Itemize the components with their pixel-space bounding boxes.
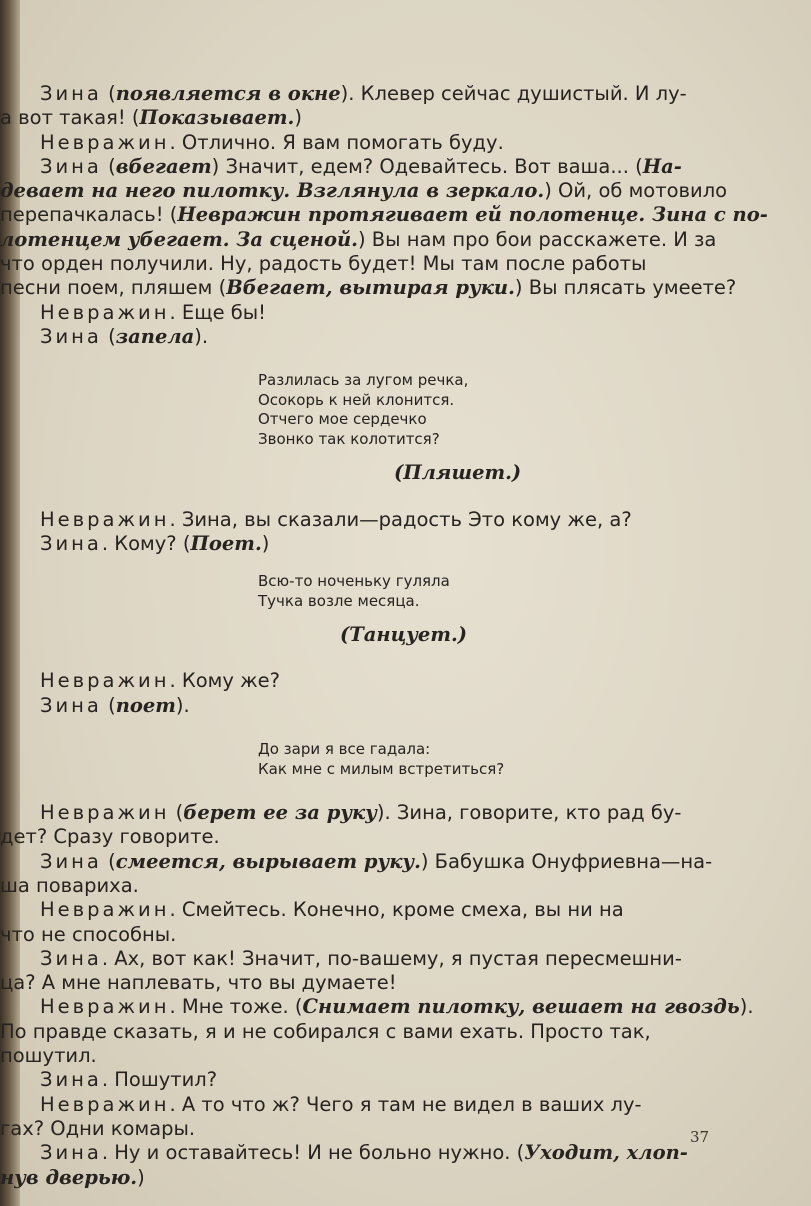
text-line: Невражин. Смейтесь. Конечно, кроме смеха, вы ни на xyxy=(40,898,624,922)
speaker: Невражин xyxy=(40,130,170,154)
text-line: Невражин (берет ее за руку). Зина, говорите, кто рад бу- xyxy=(40,801,682,825)
speaker: Невражин xyxy=(40,300,170,324)
text-line: дет? Сразу говорите. xyxy=(0,825,220,849)
text-line: Невражин. Кому же? xyxy=(40,669,281,693)
stage-direction: смеется, вырывает руку. xyxy=(115,849,421,873)
speaker: Зина xyxy=(40,324,102,348)
page-number: 37 xyxy=(690,1128,710,1146)
stage-direction: поет xyxy=(115,693,176,717)
speaker: Зина xyxy=(40,1141,102,1165)
stage-direction: На- xyxy=(642,154,682,178)
text-line: гах? Одни комары. xyxy=(0,1116,196,1140)
text-line: Невражин. А то что ж? Чего я там не видел в ваших лу- xyxy=(40,1092,642,1116)
speaker: Невражин xyxy=(40,801,170,825)
stage-direction: берет ее за руку xyxy=(183,801,377,825)
stage-direction: Снимает пилотку, вешает на гвоздь xyxy=(302,995,740,1019)
speaker: Зина xyxy=(40,1068,102,1092)
verse-line: Разлилась за лугом речка, xyxy=(258,371,469,390)
text-line: ца? А мне наплевать, что вы думаете! xyxy=(0,971,397,995)
speaker: Невражин xyxy=(40,669,170,693)
page-text xyxy=(0,82,790,1190)
text-line: Зина (поет). xyxy=(40,693,190,717)
text-line: Зина. Ну и оставайтесь! И не больно нужно. (Уходит, хлоп- xyxy=(40,1141,688,1165)
text-line: Зина. Ах, вот как! Значит, по-вашему, я пустая пересмешни- xyxy=(40,946,682,970)
text-line: Зина (запела). xyxy=(40,324,209,348)
text-line: Зина (вбегает) Значит, едем? Одевайтесь. Вот ваша... (На- xyxy=(40,154,682,178)
text-line: Невражин. Еще бы! xyxy=(40,300,267,324)
text-line: перепачкалась! (Невражин протягивает ей полотенце. Зина с по- xyxy=(0,203,768,227)
stage-direction: запела xyxy=(115,324,195,348)
stage-direction: появляется в окне xyxy=(115,82,341,105)
song-verse xyxy=(0,572,790,611)
speaker: Невражин xyxy=(40,995,170,1019)
text-line: Невражин. Мне тоже. (Снимает пилотку, вешает на гвоздь). xyxy=(40,995,754,1019)
verse-line: Как мне с милым встретиться? xyxy=(258,759,505,778)
text-line: пошутил. xyxy=(0,1044,97,1068)
verse-line: До зари я все гадала: xyxy=(258,740,431,759)
text-line: Невражин. Зина, вы сказали—радость Это кому же, а? xyxy=(40,507,632,531)
stage-direction: Вбегает, вытирая руки. xyxy=(226,276,515,300)
stage-direction: вбегает xyxy=(115,154,212,178)
speaker: Зина xyxy=(40,946,102,970)
speaker: Зина xyxy=(40,849,102,873)
verse-line: Отчего мое сердечко xyxy=(258,410,427,429)
text-line: лотенцем убегает. За сценой.) Вы нам про бои расскажете. И за xyxy=(0,227,717,251)
stage-direction: (Танцует.) xyxy=(340,623,467,647)
stage-direction: Уходит, хлоп- xyxy=(524,1141,688,1165)
text-line: а вот такая! (Показывает.) xyxy=(0,106,302,130)
song-verse xyxy=(0,740,790,779)
text-line: песни поем, пляшем (Вбегает, вытирая руки.) Вы плясать умеете? xyxy=(0,276,737,300)
text-line: Невражин. Отлично. Я вам помогать буду. xyxy=(40,130,504,154)
stage-direction: Поет. xyxy=(190,531,262,555)
text-line: По правде сказать, я и не собирался с вами ехать. Просто так, xyxy=(0,1019,651,1043)
speaker: Зина xyxy=(40,82,102,105)
song-verse xyxy=(0,371,790,449)
text-line: что орден получили. Ну, радость будет! Мы там после работы xyxy=(0,252,647,276)
text-line: девает на него пилотку. Взглянула в зеркало.) Ой, об мотовило xyxy=(0,179,728,203)
text-line: что не способны. xyxy=(0,922,177,946)
verse-line: Всю-то ноченьку гуляла xyxy=(258,572,450,591)
verse-line: Тучка возле месяца. xyxy=(258,591,420,610)
stage-direction: Показывает. xyxy=(139,106,295,130)
stage-direction: Невражин протягивает ей полотенце. Зина с по- xyxy=(177,203,768,227)
text-line: нув дверью.) xyxy=(0,1165,145,1189)
text-line: Зина. Пошутил? xyxy=(40,1068,218,1092)
speaker: Зина xyxy=(40,531,102,555)
speaker: Зина xyxy=(40,693,102,717)
stage-direction: девает на него пилотку. Взглянула в зеркало. xyxy=(0,179,545,203)
stage-direction: (Пляшет.) xyxy=(394,461,522,485)
text-line: Зина (смеется, вырывает руку.) Бабушка Онуфриевна—на- xyxy=(40,849,713,873)
speaker: Невражин xyxy=(40,1092,170,1116)
speaker: Невражин xyxy=(40,898,170,922)
text-line: Зина. Кому? (Поет.) xyxy=(40,531,270,555)
verse-line: Осокорь к ней клонится. xyxy=(258,390,455,409)
stage-direction: нув дверью. xyxy=(0,1165,138,1189)
speaker: Невражин xyxy=(40,507,170,531)
verse-line: Звонко так колотится? xyxy=(258,429,440,448)
stage-direction: лотенцем убегает. За сценой. xyxy=(0,227,358,251)
text-line: Зина (появляется в окне). Клевер сейчас душистый. И лу- xyxy=(40,82,687,105)
speaker: Зина xyxy=(40,154,102,178)
text-line: ша повариха. xyxy=(0,873,139,897)
